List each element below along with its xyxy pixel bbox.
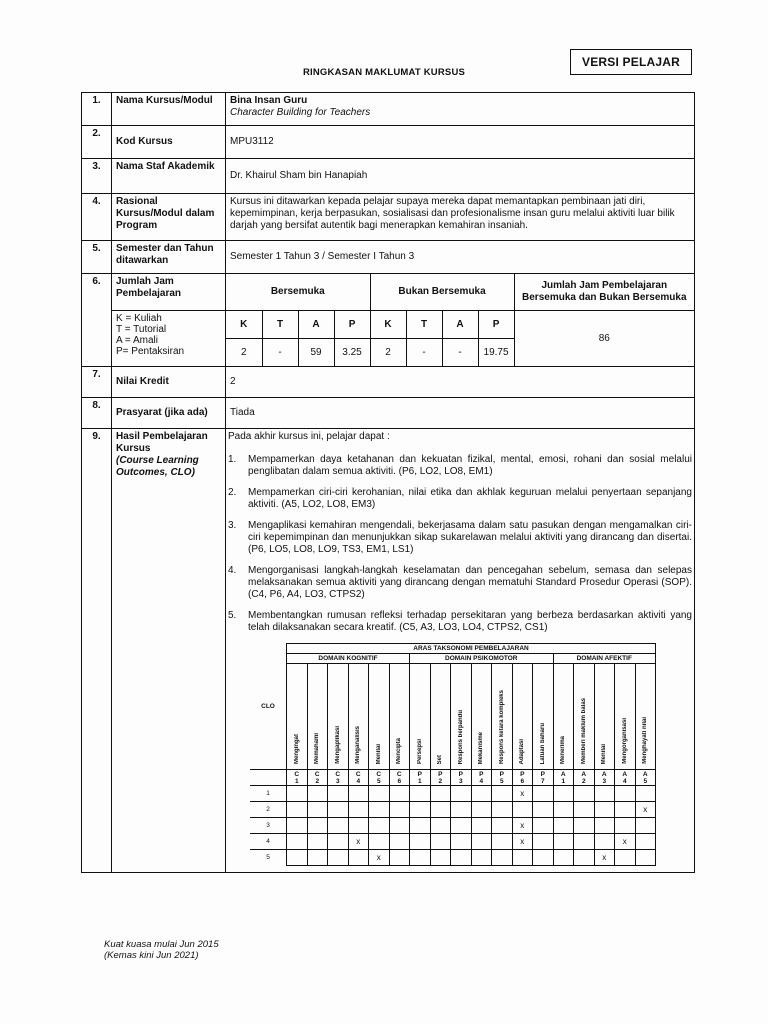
legend-t: T = Tutorial (116, 324, 167, 335)
taxonomy-mark (451, 786, 472, 802)
taxonomy-mark (615, 850, 636, 866)
taxonomy-mark (328, 818, 349, 834)
code-blank (250, 770, 287, 786)
taxonomy-mark (287, 802, 308, 818)
taxonomy-level-label: Menilai (375, 743, 382, 764)
hours-head: T (262, 310, 298, 338)
row-prerequisite (82, 398, 695, 429)
taxonomy-mark (430, 802, 451, 818)
taxonomy-mark (348, 786, 369, 802)
taxonomy-level-name (451, 664, 472, 770)
clo-number: 1. (228, 454, 237, 465)
course-name: Bina Insan Guru (230, 95, 308, 106)
taxonomy-mark (389, 850, 410, 866)
taxonomy-mark (471, 802, 492, 818)
taxonomy-mark (410, 818, 431, 834)
taxonomy-mark (553, 834, 574, 850)
row-number: 1. (82, 93, 112, 126)
clo-text: Mempamerkan daya ketahanan dan kekuatan fizikal, mental, emosi, rohani dan sosial melalui penglibatan dalam semua aktiviti. (P6, LO2, LO8, EM1) (248, 454, 692, 477)
hours-table (226, 274, 694, 366)
taxonomy-level-name (307, 664, 328, 770)
taxonomy-level-label: Menganalisis (355, 726, 362, 764)
taxonomy-level-label: Menerima (560, 735, 567, 764)
taxonomy-level-label: Mengorganisasi (621, 718, 628, 764)
taxonomy-mark (471, 786, 492, 802)
clo-item (228, 610, 692, 634)
taxonomy-level-name (594, 664, 615, 770)
taxonomy-mark (492, 850, 513, 866)
row-number: 3. (82, 159, 112, 194)
taxonomy-mark: x (512, 834, 533, 850)
taxonomy-mark (574, 802, 595, 818)
taxonomy-mark (307, 802, 328, 818)
taxonomy-mark (492, 834, 513, 850)
update-date: (Kemas kini Jun 2021) (104, 950, 199, 961)
taxonomy-mark (389, 802, 410, 818)
taxonomy-mark (451, 802, 472, 818)
taxonomy-code: P 6 (512, 770, 533, 786)
clo-number: 4. (228, 565, 237, 576)
clo-number: 2. (228, 487, 237, 498)
taxonomy-level-label: Mencipta (396, 737, 403, 764)
taxonomy-mark (512, 802, 533, 818)
taxonomy-table (250, 643, 656, 866)
taxonomy-mark (553, 818, 574, 834)
row-label: Semester dan Tahun ditawarkan (112, 241, 226, 274)
taxonomy-mark (328, 850, 349, 866)
clo-number-cell: 2 (250, 802, 287, 818)
taxonomy-mark (451, 818, 472, 834)
taxonomy-mark (348, 818, 369, 834)
taxonomy-mark: x (615, 834, 636, 850)
row-label: Hasil Pembelajaran Kursus (116, 431, 208, 454)
clo-text: Mempamerkan ciri-ciri kerohanian, nilai etika dan akhlak keguruan melalui penyertaan sepanjang aktiviti. (A5, LO2, LO8, EM3) (248, 487, 692, 510)
taxonomy-code: P 2 (430, 770, 451, 786)
taxonomy-mark (553, 786, 574, 802)
taxonomy-mark (574, 850, 595, 866)
row-label: Nama Staf Akademik (112, 159, 226, 194)
taxonomy-level-label: Memahami (314, 732, 321, 764)
taxonomy-mark (307, 818, 328, 834)
taxonomy-mark (635, 786, 656, 802)
taxonomy-level-name (369, 664, 390, 770)
taxonomy-mark: x (512, 786, 533, 802)
taxonomy-level-name (430, 664, 451, 770)
taxonomy-level-label: Respons ketara kompleks (498, 689, 505, 764)
row-label: Nama Kursus/Modul (112, 93, 226, 126)
taxonomy-mark (471, 818, 492, 834)
taxonomy-level-label: Respons berpandu (457, 709, 464, 764)
taxonomy-code: A 5 (635, 770, 656, 786)
total-hours-header: Jumlah Jam Pembelajaran Bersemuka dan Bukan Bersemuka (514, 274, 694, 310)
taxonomy-level-label: Memberi maklum balas (580, 697, 587, 764)
taxonomy-level-name (389, 664, 410, 770)
taxonomy-mark (574, 818, 595, 834)
row-learning-outcomes (82, 429, 695, 873)
row-label: Jumlah Jam Pembelajaran (112, 274, 225, 311)
taxonomy-level-name (553, 664, 574, 770)
effective-date: Kuat kuasa mulai Jun 2015 (104, 939, 219, 950)
hours-value: 59 (298, 338, 334, 366)
row-label: Prasyarat (jika ada) (112, 398, 226, 429)
row-rationale (82, 194, 695, 241)
footer (104, 939, 219, 961)
row-semester (82, 241, 695, 274)
taxonomy-level-label: Latuan baharu (539, 722, 546, 764)
clo-number-cell: 4 (250, 834, 287, 850)
taxonomy-mark (287, 818, 308, 834)
taxonomy-mark (307, 786, 328, 802)
taxonomy-level-name (287, 664, 308, 770)
row-label: Rasional Kursus/Modul dalam Program (112, 194, 226, 241)
hours-value: 3.25 (334, 338, 370, 366)
taxonomy-mark (307, 850, 328, 866)
hours-value: 2 (370, 338, 406, 366)
taxonomy-level-name (348, 664, 369, 770)
taxonomy-mark (594, 818, 615, 834)
taxonomy-level-label: Set (437, 754, 444, 764)
clo-item (228, 520, 692, 556)
course-name-english: Character Building for Teachers (230, 107, 371, 118)
document-title: RINGKASAN MAKLUMAT KURSUS (302, 67, 466, 78)
taxonomy-row (250, 850, 656, 866)
face-to-face-header: Bersemuka (226, 274, 370, 310)
clo-list (228, 454, 692, 634)
taxonomy-mark (492, 786, 513, 802)
legend-k: K = Kuliah (116, 313, 162, 324)
taxonomy-mark (410, 834, 431, 850)
taxonomy-level-name (615, 664, 636, 770)
taxonomy-mark (635, 818, 656, 834)
rationale-text: Kursus ini ditawarkan kepada pelajar supaya mereka dapat memantapkan pembinaan jati diri, kepemimpinan, kerja berpasukan, sosialisasi dan profesionalisme insan guru melalui aktiviti luar bilik darjah yang bersifat autentik bagi menerapkan kemahiran insaniah. (226, 194, 695, 241)
row-number: 7. (82, 367, 112, 398)
domain-affective: DOMAIN AFEKTIF (553, 654, 656, 664)
taxonomy-level-name (574, 664, 595, 770)
row-learning-hours (82, 274, 695, 367)
clo-number: 5. (228, 610, 237, 621)
row-number: 8. (82, 398, 112, 429)
clo-item (228, 454, 692, 478)
row-course-name (82, 93, 695, 126)
taxonomy-mark (533, 818, 554, 834)
clo-header (250, 644, 287, 770)
taxonomy-code: P 4 (471, 770, 492, 786)
hours-value: - (262, 338, 298, 366)
taxonomy-mark (328, 834, 349, 850)
taxonomy-row (250, 786, 656, 802)
hours-value: - (442, 338, 478, 366)
clo-item (228, 487, 692, 511)
taxonomy-mark (430, 786, 451, 802)
hours-value: 2 (226, 338, 262, 366)
taxonomy-code: C 5 (369, 770, 390, 786)
student-version-badge: VERSI PELAJAR (570, 49, 692, 75)
clo-number-cell: 5 (250, 850, 287, 866)
taxonomy-title: ARAS TAKSONOMI PEMBELAJARAN (287, 644, 656, 654)
non-face-to-face-header: Bukan Bersemuka (370, 274, 514, 310)
taxonomy-mark (410, 786, 431, 802)
taxonomy-mark (594, 786, 615, 802)
clo-number-cell: 1 (250, 786, 287, 802)
clo-text: Membentangkan rumusan refleksi terhadap persekitaran yang berbeza berdasarkan aktiviti yang telah dilaksanakan secara kreatif. (C5, A3, LO3, LO4, CTPS2, CS1) (248, 610, 692, 633)
taxonomy-mark (430, 834, 451, 850)
taxonomy-mark (307, 834, 328, 850)
row-number: 2. (82, 126, 112, 159)
taxonomy-mark (410, 802, 431, 818)
clo-label: CLO (261, 702, 275, 710)
row-number: 6. (82, 274, 112, 367)
taxonomy-code: P 3 (451, 770, 472, 786)
taxonomy-mark (451, 834, 472, 850)
row-number: 4. (82, 194, 112, 241)
taxonomy-mark (287, 850, 308, 866)
hours-legend (112, 311, 225, 359)
taxonomy-mark: x (369, 850, 390, 866)
taxonomy-mark (369, 834, 390, 850)
taxonomy-mark (512, 850, 533, 866)
taxonomy-mark (533, 802, 554, 818)
taxonomy-mark (369, 786, 390, 802)
credit-value: 2 (226, 367, 695, 398)
row-credit-value (82, 367, 695, 398)
clo-item (228, 565, 692, 601)
taxonomy-mark: x (348, 834, 369, 850)
course-info-table (81, 92, 695, 873)
taxonomy-mark (594, 802, 615, 818)
hours-head: P (334, 310, 370, 338)
taxonomy-level-label: Persepsi (416, 738, 423, 764)
taxonomy-code: C 2 (307, 770, 328, 786)
taxonomy-mark (533, 850, 554, 866)
clo-number: 3. (228, 520, 237, 531)
hours-head: T (406, 310, 442, 338)
row-course-code (82, 126, 695, 159)
taxonomy-mark (574, 834, 595, 850)
taxonomy-mark (410, 850, 431, 866)
hours-value: - (406, 338, 442, 366)
hours-value: 19.75 (478, 338, 514, 366)
taxonomy-code: A 3 (594, 770, 615, 786)
row-label: Nilai Kredit (112, 367, 226, 398)
taxonomy-code: A 1 (553, 770, 574, 786)
row-label: Kod Kursus (112, 126, 226, 159)
taxonomy-mark (430, 818, 451, 834)
taxonomy-mark: x (594, 850, 615, 866)
taxonomy-mark: x (635, 802, 656, 818)
taxonomy-code: P 5 (492, 770, 513, 786)
taxonomy-code: C 3 (328, 770, 349, 786)
total-hours-value: 86 (514, 310, 694, 366)
taxonomy-mark (594, 834, 615, 850)
row-number: 5. (82, 241, 112, 274)
clo-intro: Pada akhir kursus ini, pelajar dapat : (228, 431, 390, 442)
taxonomy-mark (615, 818, 636, 834)
taxonomy-level-name (492, 664, 513, 770)
domain-psychomotor: DOMAIN PSIKOMOTOR (410, 654, 554, 664)
row-label-english: (Course Learning Outcomes, CLO) (116, 455, 199, 478)
taxonomy-level-label: Menilai (601, 743, 608, 764)
taxonomy-code: C 6 (389, 770, 410, 786)
hours-head: A (298, 310, 334, 338)
taxonomy-mark (553, 802, 574, 818)
domain-cognitive: DOMAIN KOGNITIF (287, 654, 410, 664)
taxonomy-mark (287, 786, 308, 802)
prerequisite-value: Tiada (226, 398, 695, 429)
taxonomy-level-name (533, 664, 554, 770)
taxonomy-code: A 2 (574, 770, 595, 786)
taxonomy-mark (533, 786, 554, 802)
row-number: 9. (82, 429, 112, 873)
row-academic-staff (82, 159, 695, 194)
clo-text: Mengorganisasi langkah-langkah keselamatan dan pencegahan sebelum, semasa dan selepas melaksanakan semua aktiviti yang dirancang dengan mematuhi Standard Prosedur Operasi (SOP). (C4, P6, A4, LO3, CTPS2) (248, 565, 692, 600)
taxonomy-level-name (328, 664, 349, 770)
taxonomy-code: P 1 (410, 770, 431, 786)
taxonomy-level-name (635, 664, 656, 770)
taxonomy-mark (533, 834, 554, 850)
taxonomy-level-label: Mengaplikasi (334, 726, 341, 764)
hours-head: A (442, 310, 478, 338)
taxonomy-mark: x (512, 818, 533, 834)
taxonomy-mark (471, 850, 492, 866)
taxonomy-mark (369, 818, 390, 834)
taxonomy-mark (430, 850, 451, 866)
taxonomy-level-label: Mekanisme (478, 731, 485, 764)
hours-head: P (478, 310, 514, 338)
legend-a: A = Amali (116, 335, 158, 346)
taxonomy-row (250, 818, 656, 834)
taxonomy-mark (492, 802, 513, 818)
taxonomy-code: A 4 (615, 770, 636, 786)
taxonomy-mark (451, 850, 472, 866)
taxonomy-code: C 4 (348, 770, 369, 786)
taxonomy-level-name (512, 664, 533, 770)
taxonomy-code: C 1 (287, 770, 308, 786)
taxonomy-mark (615, 786, 636, 802)
taxonomy-mark (471, 834, 492, 850)
taxonomy-mark (492, 818, 513, 834)
taxonomy-level-label: Mengingat (293, 734, 300, 764)
clo-text: Mengaplikasi kemahiran mengendali, bekerjasama dalam satu pasukan dengan mengamalkan ciri-ciri kepemimpinan dan menunjukkan sikap sukarelawan melalui aktiviti yang dirancang dan disertai. (P6, LO5, LO8, LO9, TS3, EM1, LS1) (248, 520, 692, 555)
taxonomy-mark (369, 802, 390, 818)
taxonomy-mark (635, 850, 656, 866)
hours-head: K (226, 310, 262, 338)
taxonomy-mark (348, 802, 369, 818)
taxonomy-level-name (471, 664, 492, 770)
taxonomy-mark (348, 850, 369, 866)
taxonomy-mark (389, 834, 410, 850)
taxonomy-mark (574, 786, 595, 802)
taxonomy-level-label: Adaptasi (519, 738, 526, 764)
taxonomy-level-label: Menghayati nilai (642, 717, 649, 764)
clo-number-cell: 3 (250, 818, 287, 834)
semester-text: Semester 1 Tahun 3 / Semester I Tahun 3 (226, 241, 695, 274)
taxonomy-mark (389, 818, 410, 834)
taxonomy-mark (287, 834, 308, 850)
legend-p: P= Pentaksiran (116, 346, 185, 357)
taxonomy-row (250, 834, 656, 850)
taxonomy-mark (635, 834, 656, 850)
staff-name: Dr. Khairul Sham bin Hanapiah (226, 159, 695, 194)
hours-head: K (370, 310, 406, 338)
taxonomy-mark (553, 850, 574, 866)
taxonomy-mark (389, 786, 410, 802)
taxonomy-row (250, 802, 656, 818)
taxonomy-mark (615, 802, 636, 818)
taxonomy-level-name (410, 664, 431, 770)
course-code: MPU3112 (226, 126, 695, 159)
taxonomy-mark (328, 802, 349, 818)
taxonomy-mark (328, 786, 349, 802)
taxonomy-code: P 7 (533, 770, 554, 786)
